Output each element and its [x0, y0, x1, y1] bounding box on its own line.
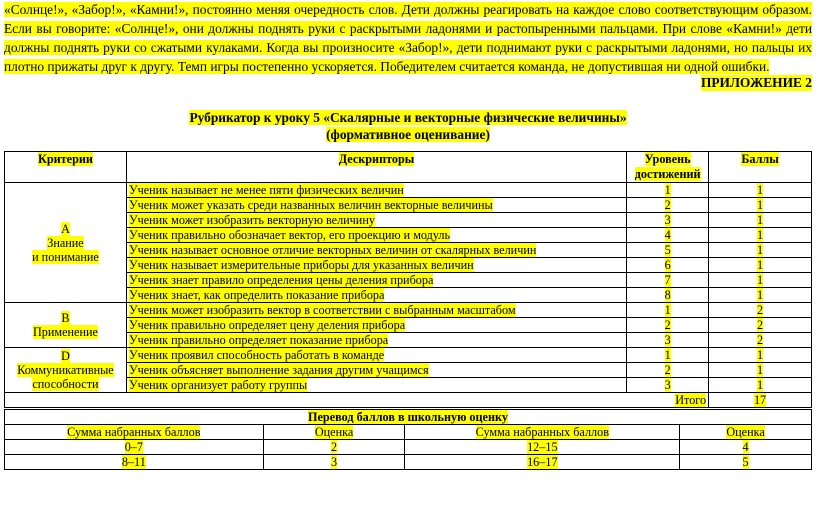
points-cell: [709, 333, 812, 348]
conversion-range2-cell: [405, 440, 680, 455]
rubric-row: [5, 198, 812, 213]
rubric-row: [5, 273, 812, 288]
rubric-row: [5, 183, 812, 198]
level-cell: [627, 363, 709, 378]
criterion-letter: A: [61, 221, 70, 236]
rubric-row: [5, 333, 812, 348]
points-cell: [709, 318, 812, 333]
descriptor: Ученик называет не менее пяти физических величин: [128, 183, 404, 197]
descriptor: Ученик правильно определяет показание прибора: [128, 333, 389, 347]
rubric-row: [5, 288, 812, 303]
conversion-range2-cell: [405, 455, 680, 470]
conversion-title: Перевод баллов в школьную оценку: [308, 410, 508, 424]
conversion-row: [5, 455, 812, 470]
points: 1: [757, 198, 764, 212]
level: 8: [664, 288, 671, 302]
descriptor-cell: [126, 318, 626, 333]
points-cell: [709, 243, 812, 258]
conversion-grade1: 3: [331, 455, 338, 469]
descriptor-cell: [126, 213, 626, 228]
points-cell: [709, 258, 812, 273]
descriptor-cell: [126, 228, 626, 243]
rubric-title: Рубрикатор к уроку 5 «Скалярные и векторные физические величины»: [189, 110, 627, 125]
conversion-range1: 8–11: [121, 455, 146, 469]
descriptor: Ученик может изобразить вектор в соответствии с выбранным масштабом: [128, 303, 516, 317]
intro-paragraph: [4, 0, 812, 76]
total-label: Итого: [675, 393, 707, 407]
rubric-row: [5, 318, 812, 333]
conversion-sum-header-1: Сумма набранных баллов: [5, 425, 264, 440]
points: 1: [757, 228, 764, 242]
conversion-title-row: [5, 410, 812, 425]
points-cell: [709, 378, 812, 393]
conversion-sum-header-2: Сумма набранных баллов: [405, 425, 680, 440]
level-cell: [627, 303, 709, 318]
descriptor: Ученик знает правило определения цены деления прибора: [128, 273, 434, 287]
rubric-row: [5, 228, 812, 243]
criterion-cell: [5, 303, 127, 348]
level: 1: [664, 348, 671, 362]
level: 2: [664, 198, 671, 212]
total-label-cell: [627, 393, 709, 408]
conversion-grade-header-1: Оценка: [263, 425, 405, 440]
total-row: [5, 393, 812, 408]
rubric-title-line: [0, 109, 816, 126]
conversion-header-row: [5, 425, 812, 440]
conversion-grade2-cell: [680, 455, 812, 470]
rubric-row: [5, 303, 812, 318]
level-cell: [627, 378, 709, 393]
level-cell: [627, 243, 709, 258]
level: 2: [664, 318, 671, 332]
points: 1: [757, 288, 764, 302]
descriptor: Ученик проявил способность работать в команде: [128, 348, 385, 362]
descriptor: Ученик может указать среди названных величин векторные величины: [128, 198, 493, 212]
conversion-range1: 0–7: [124, 440, 143, 454]
level-cell: [627, 288, 709, 303]
level: 3: [664, 213, 671, 227]
descriptor: Ученик организует работу группы: [128, 378, 308, 392]
criterion-letter: B: [61, 311, 70, 325]
descriptor: Ученик называет измерительные приборы для указанных величин: [128, 258, 474, 272]
points-cell: [709, 213, 812, 228]
level-cell: [627, 258, 709, 273]
level-cell: [627, 333, 709, 348]
conversion-grade1: 2: [331, 440, 338, 454]
descriptor: Ученик правильно обозначает вектор, его проекцию и модуль: [128, 228, 451, 242]
level: 3: [664, 333, 671, 347]
header-descriptors: Дескрипторы: [126, 152, 626, 183]
level-cell: [627, 273, 709, 288]
descriptor: Ученик правильно определяет цену деления прибора: [128, 318, 406, 332]
level-cell: [627, 198, 709, 213]
level-cell: [627, 318, 709, 333]
descriptor-cell: [126, 288, 626, 303]
criterion-cell: [5, 183, 127, 303]
points: 1: [757, 378, 764, 392]
points: 2: [757, 333, 764, 347]
level: 2: [664, 363, 671, 377]
points: 1: [757, 258, 764, 272]
level: 1: [664, 303, 671, 317]
rubric-row: [5, 378, 812, 393]
points-cell: [709, 228, 812, 243]
descriptor: Ученик называет основное отличие векторных величин от скалярных величин: [128, 243, 537, 257]
header-level: Уровень достижений: [627, 152, 709, 183]
descriptor-cell: [126, 303, 626, 318]
intro-text: «Солнце!», «Забор!», «Камни!», постоянно меняя очередность слов. Дети должны реагировать на каждое слово соответствующим образом. Если вы говорите: «Солнце!», они должны поднять руки с раскрытыми ладонями и растопыренными пальцами. При слове «Камни!» дети должны поднять руки со сжатыми кулаками. Когда вы произносите «Забор!», дети поднимают руки с раскрытыми ладонями, но пальцы их плотно прижаты друг к другу. Темп игры постепенно ускоряется. Победителем считается команда, не допустившая ни одной ошибки.: [4, 2, 812, 74]
rubric-row: [5, 258, 812, 273]
rubric-row: [5, 213, 812, 228]
conversion-grade1-cell: [263, 440, 405, 455]
conversion-grade-header-2: Оценка: [680, 425, 812, 440]
descriptor-cell: [126, 258, 626, 273]
descriptor-cell: [126, 378, 626, 393]
level-cell: [627, 213, 709, 228]
rubric-row: [5, 363, 812, 378]
points: 1: [757, 213, 764, 227]
level-cell: [627, 183, 709, 198]
level-cell: [627, 348, 709, 363]
points: 1: [757, 273, 764, 287]
points-cell: [709, 303, 812, 318]
points-cell: [709, 183, 812, 198]
points-cell: [709, 273, 812, 288]
points: 2: [757, 303, 764, 317]
rubric-subtitle-line: [0, 126, 816, 143]
conversion-title-cell: [5, 410, 812, 425]
descriptor-cell: [126, 183, 626, 198]
criterion-name-line2: и понимание: [32, 249, 99, 264]
level-cell: [627, 228, 709, 243]
conversion-range1-cell: [5, 455, 264, 470]
descriptor: Ученик знает, как определить показание прибора: [128, 288, 385, 302]
conversion-grade2: 5: [742, 455, 749, 469]
points: 1: [757, 348, 764, 362]
points: 2: [757, 318, 764, 332]
rubric-header-row: [5, 152, 812, 183]
appendix-label: ПРИЛОЖЕНИЕ 2: [700, 75, 812, 90]
descriptor-cell: [126, 348, 626, 363]
level: 5: [664, 243, 671, 257]
criterion-name-line2: способности: [32, 377, 99, 391]
descriptor: Ученик объясняет выполнение задания другим учащимся: [128, 363, 429, 377]
descriptor-cell: [126, 198, 626, 213]
criterion-letter: D: [61, 349, 70, 363]
level: 6: [664, 258, 671, 272]
criterion-name-line1: Коммуникативные: [17, 363, 114, 377]
rubric-subtitle: (формативное оценивание): [326, 127, 490, 142]
total-empty-cell: [5, 393, 627, 408]
total-value: 17: [753, 393, 767, 407]
points: 1: [757, 183, 764, 197]
points-cell: [709, 198, 812, 213]
conversion-body: [5, 410, 812, 470]
descriptor: Ученик может изобразить векторную величину: [128, 213, 375, 227]
criterion-name-line1: Применение: [33, 325, 98, 339]
points: 1: [757, 243, 764, 257]
points: 1: [757, 363, 764, 377]
criterion-name-line1: Знание: [47, 235, 84, 250]
conversion-range2: 12–15: [527, 440, 558, 454]
header-criteria: Критерии: [5, 152, 127, 183]
conversion-range2: 16–17: [527, 455, 558, 469]
level: 4: [664, 228, 671, 242]
conversion-grade2: 4: [742, 440, 749, 454]
rubric-row: [5, 243, 812, 258]
conversion-grade1-cell: [263, 455, 405, 470]
conversion-row: [5, 440, 812, 455]
descriptor-cell: [126, 243, 626, 258]
rubric-table: [4, 151, 812, 408]
criterion-cell: [5, 348, 127, 393]
descriptor-cell: [126, 273, 626, 288]
rubric-row: [5, 348, 812, 363]
conversion-table: [4, 409, 812, 470]
descriptor-cell: [126, 333, 626, 348]
level: 3: [664, 378, 671, 392]
points-cell: [709, 288, 812, 303]
header-points: Баллы: [709, 152, 812, 183]
total-value-cell: [709, 393, 812, 408]
points-cell: [709, 363, 812, 378]
rubric-body: [5, 183, 812, 408]
level: 1: [664, 183, 671, 197]
conversion-range1-cell: [5, 440, 264, 455]
descriptor-cell: [126, 363, 626, 378]
conversion-grade2-cell: [680, 440, 812, 455]
points-cell: [709, 348, 812, 363]
level: 7: [664, 273, 671, 287]
